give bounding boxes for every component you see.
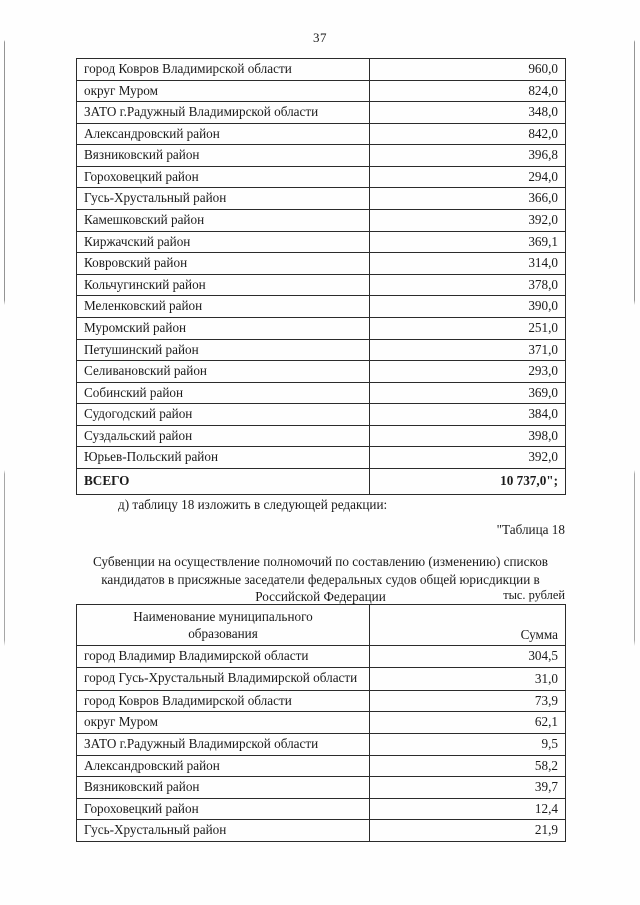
cell-municipality-name: Гусь-Хрустальный район — [77, 188, 370, 210]
table-row — [77, 317, 566, 339]
cell-municipality-name: Киржачский район — [77, 231, 370, 253]
header-cell-value: Сумма — [370, 605, 566, 646]
cell-municipality-name: Селивановский район — [77, 361, 370, 383]
table-row — [77, 447, 566, 469]
cell-amount-value: 73,9 — [370, 690, 566, 712]
cell-municipality-name: город Ковров Владимирской области — [77, 59, 370, 81]
cell-amount-value: 369,0 — [370, 382, 566, 404]
table-title-line-2: кандидатов в присяжные заседатели федеральных судов общей юрисдикции в — [101, 571, 540, 587]
table-row — [77, 404, 566, 426]
table-body-continued — [77, 59, 566, 495]
table-row — [77, 667, 566, 690]
table-row — [77, 690, 566, 712]
scan-edge-left — [4, 0, 5, 905]
table-row — [77, 166, 566, 188]
cell-amount-value: 396,8 — [370, 145, 566, 167]
cell-municipality-name: округ Муром — [77, 712, 370, 734]
cell-amount-value: 58,2 — [370, 755, 566, 777]
table-row — [77, 59, 566, 81]
cell-municipality-name: Гусь-Хрустальный район — [77, 820, 370, 842]
cell-amount-value: 392,0 — [370, 447, 566, 469]
cell-amount-value: 960,0 — [370, 59, 566, 81]
cell-municipality-name: Александровский район — [77, 123, 370, 145]
cell-amount-value: 371,0 — [370, 339, 566, 361]
total-value: 10 737,0"; — [370, 468, 566, 494]
table-row — [77, 145, 566, 167]
table-jury-subventions — [76, 604, 566, 842]
cell-municipality-name: город Владимир Владимирской области — [77, 646, 370, 668]
cell-municipality-name: Ковровский район — [77, 253, 370, 275]
cell-municipality-name: ЗАТО г.Радужный Владимирской области — [77, 102, 370, 124]
cell-municipality-name: Гороховецкий район — [77, 166, 370, 188]
table-row — [77, 123, 566, 145]
cell-municipality-name: Гороховецкий район — [77, 798, 370, 820]
table-body-jury — [77, 646, 566, 842]
table-title-line-1: Субвенции на осуществление полномочий по составлению (изменению) списков — [92, 554, 549, 569]
table-row — [77, 361, 566, 383]
cell-amount-value: 293,0 — [370, 361, 566, 383]
total-label: ВСЕГО — [77, 468, 370, 494]
cell-amount-value: 62,1 — [370, 712, 566, 734]
table-title-line-3: Российской Федерации — [255, 589, 386, 605]
cell-amount-value: 12,4 — [370, 798, 566, 820]
cell-amount-value: 314,0 — [370, 253, 566, 275]
table-row — [77, 382, 566, 404]
table-header-jury — [77, 605, 566, 646]
cell-municipality-name: Александровский район — [77, 755, 370, 777]
clause-paragraph: д) таблицу 18 изложить в следующей редакции: — [118, 497, 388, 512]
table-row — [77, 188, 566, 210]
table-row — [77, 798, 566, 820]
cell-amount-value: 294,0 — [370, 166, 566, 188]
cell-amount-value: 824,0 — [370, 80, 566, 102]
cell-amount-value: 369,1 — [370, 231, 566, 253]
cell-municipality-name: Петушинский район — [77, 339, 370, 361]
cell-municipality-name: Собинский район — [77, 382, 370, 404]
cell-amount-value: 251,0 — [370, 317, 566, 339]
cell-amount-value: 39,7 — [370, 777, 566, 799]
cell-amount-value: 348,0 — [370, 102, 566, 124]
table-row — [77, 755, 566, 777]
table-row — [77, 102, 566, 124]
table-row — [77, 274, 566, 296]
header-cell-name — [77, 605, 370, 646]
table-total-row — [77, 468, 566, 494]
page-number: 37 — [313, 30, 327, 45]
cell-amount-value: 304,5 — [370, 646, 566, 668]
table-caption-label: "Таблица 18 — [496, 522, 565, 537]
table-row — [77, 210, 566, 232]
cell-municipality-name: ЗАТО г.Радужный Владимирской области — [77, 733, 370, 755]
cell-amount-value: 9,5 — [370, 733, 566, 755]
cell-amount-value: 398,0 — [370, 425, 566, 447]
table-row — [77, 777, 566, 799]
table-row — [77, 646, 566, 668]
units-label: тыс. рублей — [503, 588, 565, 602]
cell-amount-value: 378,0 — [370, 274, 566, 296]
table-row — [77, 80, 566, 102]
cell-municipality-name: город Гусь-Хрустальный Владимирской области — [77, 667, 370, 690]
table-row — [77, 253, 566, 275]
table-row — [77, 231, 566, 253]
cell-municipality-name: Вязниковский район — [77, 145, 370, 167]
table-row — [77, 296, 566, 318]
cell-municipality-name: Меленковский район — [77, 296, 370, 318]
cell-amount-value: 392,0 — [370, 210, 566, 232]
table-row — [77, 339, 566, 361]
table-header-row — [77, 605, 566, 646]
cell-municipality-name: Суздальский район — [77, 425, 370, 447]
cell-municipality-name: Муромский район — [77, 317, 370, 339]
cell-municipality-name: Кольчугинский район — [77, 274, 370, 296]
cell-amount-value: 390,0 — [370, 296, 566, 318]
cell-municipality-name: Судогодский район — [77, 404, 370, 426]
cell-municipality-name: Камешковский район — [77, 210, 370, 232]
cell-municipality-name: город Ковров Владимирской области — [77, 690, 370, 712]
table-subventions-continued — [76, 58, 566, 495]
table-row — [77, 820, 566, 842]
table-row — [77, 712, 566, 734]
table-row — [77, 733, 566, 755]
header-name-line-2: образования — [188, 626, 258, 642]
cell-amount-value: 21,9 — [370, 820, 566, 842]
cell-municipality-name: Юрьев-Польский район — [77, 447, 370, 469]
cell-amount-value: 842,0 — [370, 123, 566, 145]
cell-amount-value: 31,0 — [370, 667, 566, 690]
cell-municipality-name: Вязниковский район — [77, 777, 370, 799]
table-row — [77, 425, 566, 447]
cell-amount-value: 366,0 — [370, 188, 566, 210]
header-name-line-1: Наименование муниципального — [133, 609, 313, 624]
cell-municipality-name: округ Муром — [77, 80, 370, 102]
cell-amount-value: 384,0 — [370, 404, 566, 426]
scan-edge-right — [634, 0, 635, 905]
